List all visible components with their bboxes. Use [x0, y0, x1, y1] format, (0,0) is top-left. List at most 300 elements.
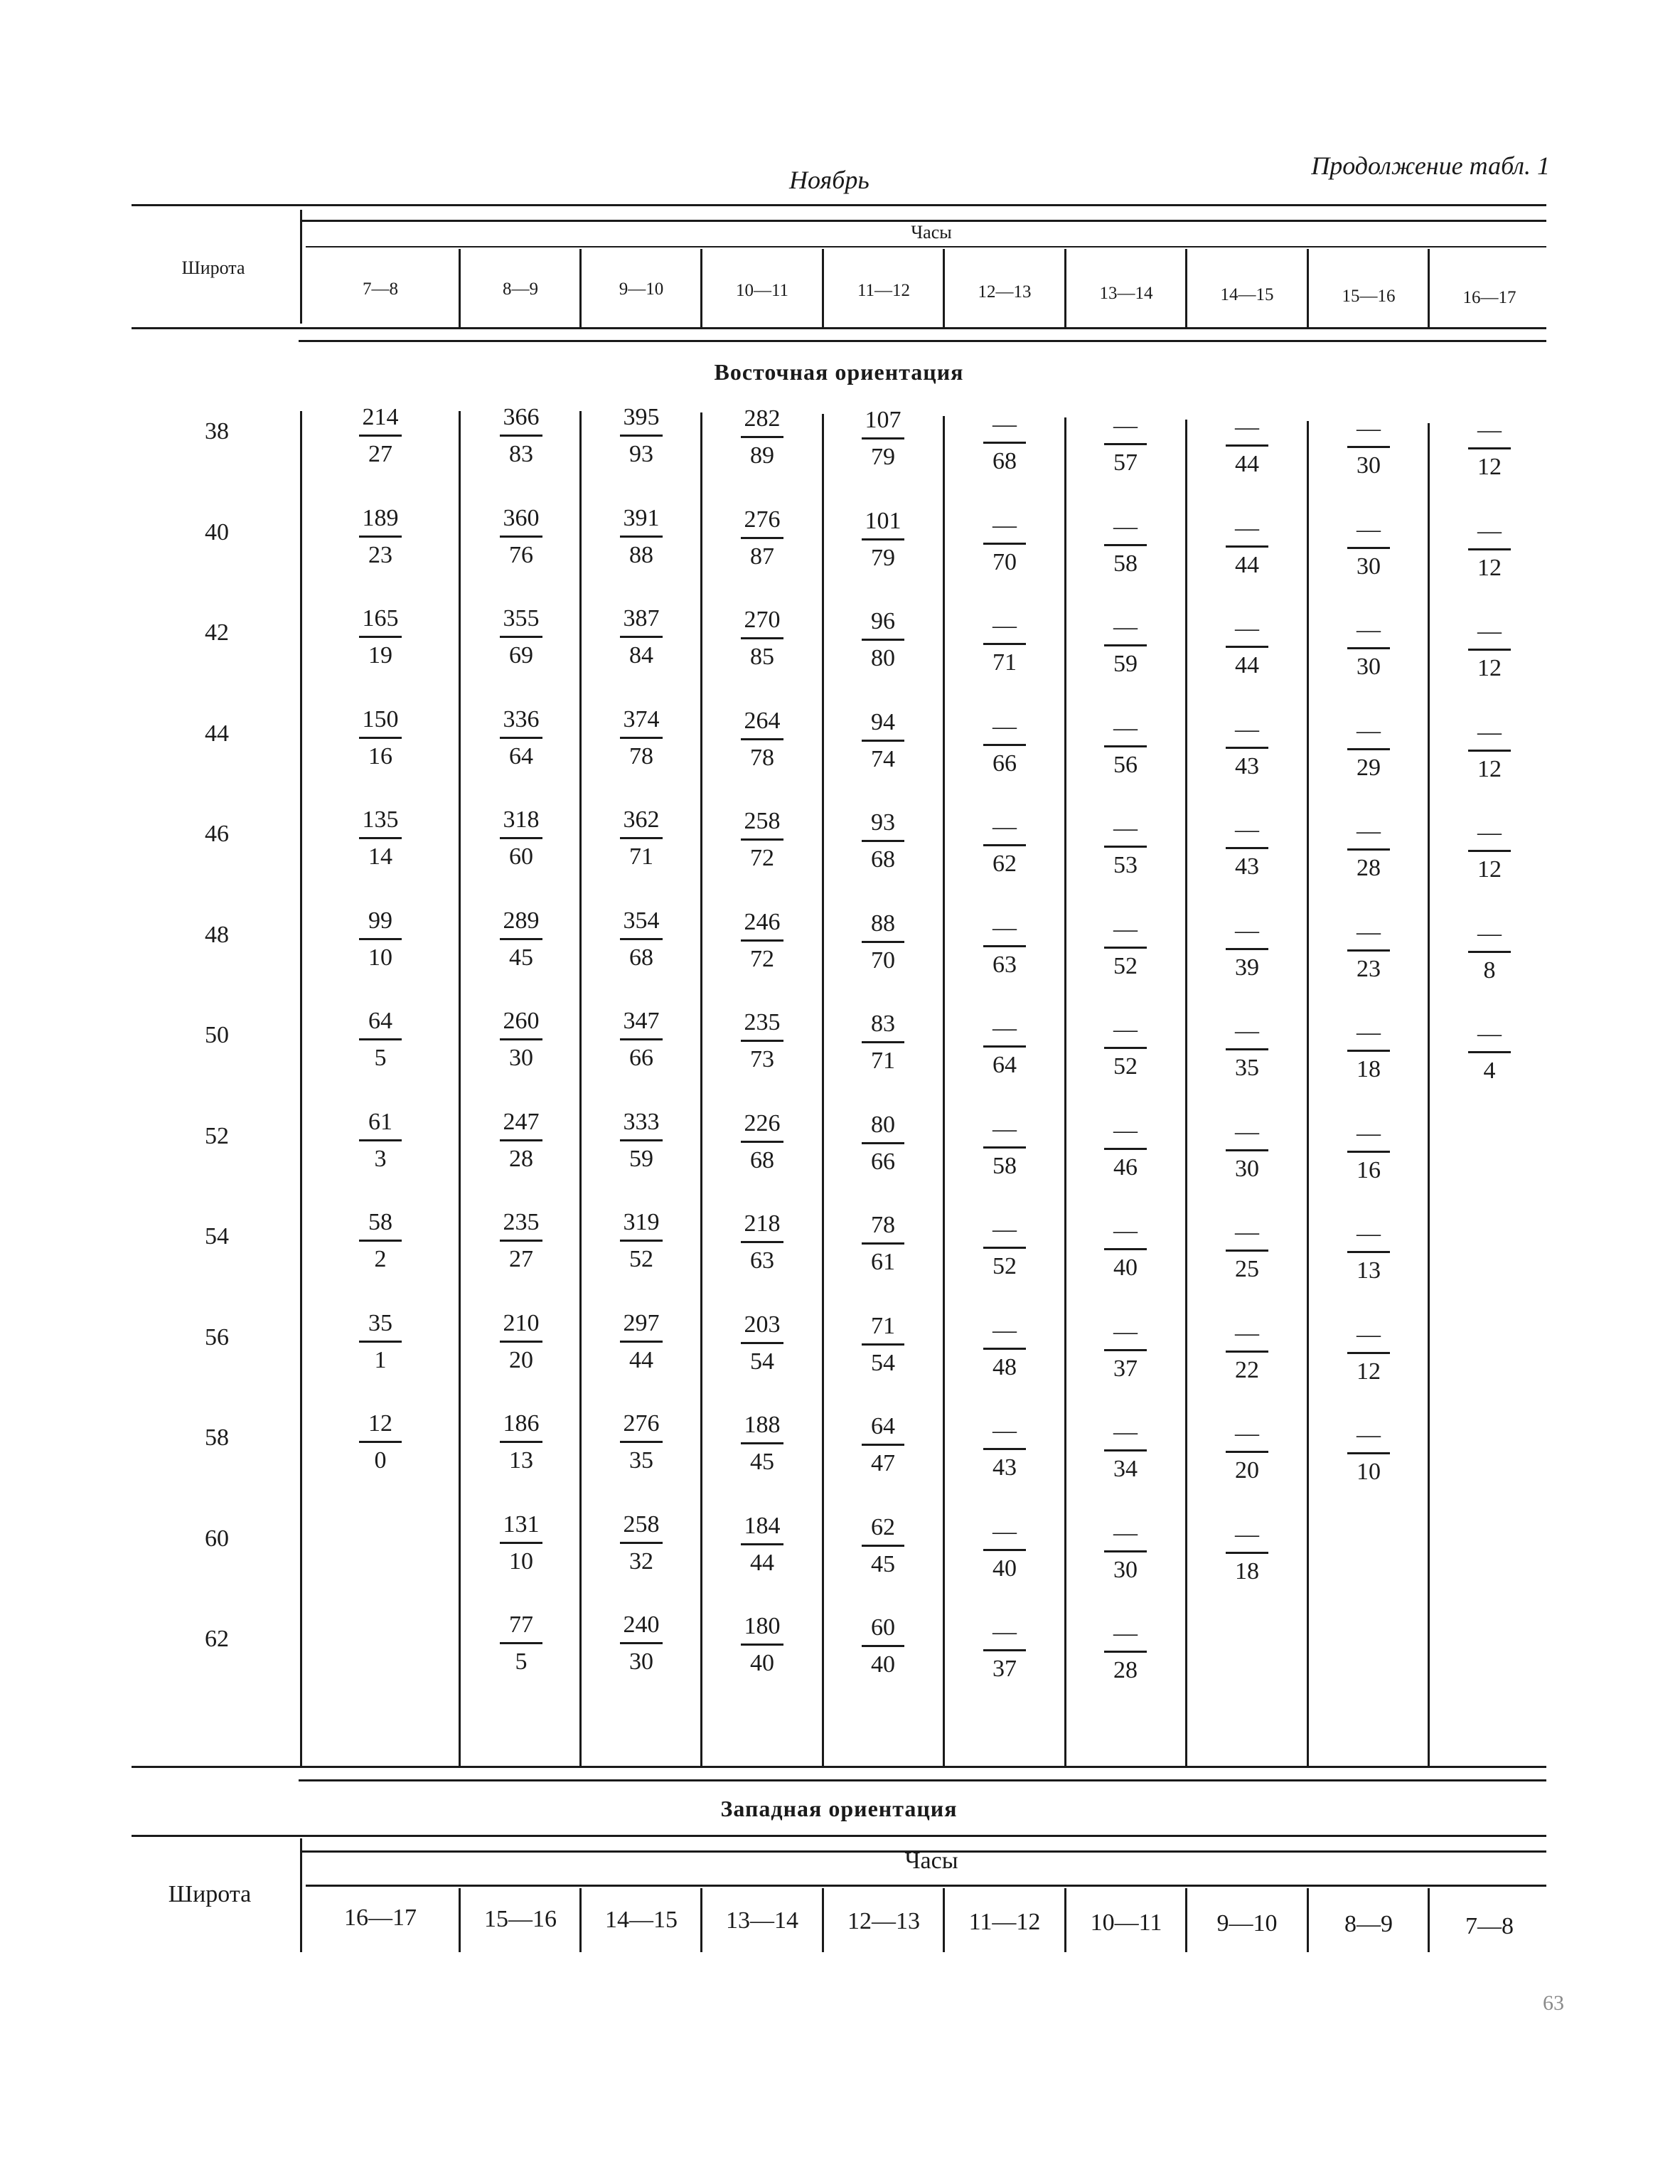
table-cell	[338, 906, 423, 973]
fraction-bar	[983, 1448, 1026, 1450]
cell-numerator: 188	[744, 1412, 781, 1438]
cell-denominator: 30	[509, 1045, 533, 1071]
cell-numerator: 210	[503, 1309, 540, 1336]
east-lat-header: Широта	[181, 257, 245, 278]
cell-numerator: —	[1357, 918, 1381, 945]
west-section-title: Западная ориентация	[720, 1796, 958, 1821]
table-cell	[478, 705, 564, 772]
fraction-bar	[500, 636, 542, 638]
fraction-bar	[1347, 547, 1390, 549]
cell-numerator: 165	[362, 605, 399, 632]
cell-denominator: 78	[750, 744, 774, 771]
cell-numerator: —	[1235, 917, 1259, 944]
fraction-bar	[500, 1240, 542, 1242]
table-cell	[1326, 816, 1411, 883]
table-cell	[478, 1510, 564, 1577]
table-cell	[1326, 1420, 1411, 1487]
cell-numerator: —	[1235, 615, 1259, 641]
fraction-bar	[1104, 846, 1147, 848]
cell-denominator: 23	[1357, 955, 1381, 982]
cell-numerator: —	[1113, 815, 1138, 841]
cell-numerator: —	[1235, 1018, 1259, 1044]
cell-numerator: 80	[871, 1111, 895, 1138]
fraction-bar	[359, 1139, 402, 1141]
table-cell	[840, 1412, 926, 1479]
cell-denominator: 53	[1113, 852, 1138, 878]
cell-numerator: 214	[362, 404, 399, 430]
table-cell	[962, 1617, 1047, 1684]
latitude-label: 46	[205, 821, 229, 847]
cell-numerator: 226	[744, 1109, 781, 1136]
table-cell	[338, 705, 423, 772]
cell-denominator: 43	[1235, 853, 1259, 880]
cell-denominator: 45	[509, 944, 533, 971]
fraction-bar	[862, 538, 904, 540]
table-cell	[1083, 612, 1168, 679]
cell-numerator: 88	[871, 910, 895, 937]
latitude-label: 42	[205, 619, 229, 646]
table-cell	[478, 1610, 564, 1677]
cell-numerator: 360	[503, 504, 540, 531]
cell-numerator: 387	[623, 605, 660, 632]
latitude-label: 60	[205, 1525, 229, 1552]
cell-numerator: —	[1235, 816, 1259, 843]
cell-numerator: —	[993, 1015, 1017, 1041]
cell-denominator: 73	[750, 1046, 774, 1072]
west-hour-3: 13—14	[726, 1907, 798, 1934]
cell-denominator: 68	[629, 944, 653, 971]
fraction-bar	[741, 838, 783, 841]
fraction-bar	[620, 1542, 663, 1544]
fraction-bar	[1468, 649, 1511, 651]
fraction-bar	[620, 1441, 663, 1443]
cell-numerator: 260	[503, 1008, 540, 1034]
cell-denominator: 20	[1235, 1457, 1259, 1483]
cell-numerator: —	[1357, 1422, 1381, 1448]
fraction-bar	[359, 636, 402, 638]
month-title: Ноябрь	[789, 166, 870, 194]
fraction-bar	[1347, 848, 1390, 851]
table-cell	[840, 607, 926, 673]
col-divider	[1307, 421, 1309, 1766]
cell-numerator: —	[1113, 513, 1138, 540]
cell-numerator: 247	[503, 1108, 540, 1135]
cell-numerator: 61	[368, 1108, 392, 1135]
cell-numerator: 240	[623, 1612, 660, 1638]
table-cell	[478, 604, 564, 671]
cell-numerator: —	[993, 612, 1017, 639]
col-divider	[700, 412, 702, 1766]
fraction-bar	[983, 744, 1026, 746]
cell-numerator: 333	[623, 1108, 660, 1135]
cell-denominator: 18	[1235, 1557, 1259, 1584]
fraction-bar	[1226, 948, 1268, 950]
fraction-bar	[620, 1341, 663, 1343]
west-hour-7: 9—10	[1216, 1910, 1278, 1937]
fraction-bar	[983, 643, 1026, 645]
cell-numerator: 58	[368, 1209, 392, 1235]
table-cell	[338, 1208, 423, 1274]
cell-denominator: 58	[1113, 550, 1138, 577]
cell-numerator: 184	[744, 1512, 781, 1539]
table-cell	[599, 1610, 684, 1677]
fraction-bar	[620, 636, 663, 638]
cell-numerator: 96	[871, 608, 895, 634]
cell-numerator: 83	[871, 1011, 895, 1037]
table-cell	[962, 1114, 1047, 1181]
table-cell	[1447, 919, 1532, 986]
cell-numerator: —	[1477, 417, 1502, 443]
fraction-bar	[983, 1045, 1026, 1048]
table-cell	[599, 1006, 684, 1073]
east-hours-header: Часы	[911, 222, 952, 243]
cell-denominator: 69	[509, 642, 533, 668]
table-cell	[719, 505, 805, 572]
fraction-bar	[741, 939, 783, 942]
table-cell	[599, 604, 684, 671]
cell-numerator: —	[1113, 915, 1138, 942]
cell-denominator: 71	[629, 843, 653, 870]
fraction-bar	[500, 938, 542, 940]
cell-numerator: 99	[368, 907, 392, 934]
table-cell	[1326, 716, 1411, 783]
fraction-bar	[1104, 745, 1147, 747]
fraction-bar	[359, 435, 402, 437]
cell-numerator: 354	[623, 907, 660, 934]
fraction-bar	[862, 437, 904, 440]
fraction-bar	[862, 1545, 904, 1547]
fraction-bar	[1104, 544, 1147, 546]
fraction-bar	[1468, 951, 1511, 953]
fraction-bar	[1226, 444, 1268, 447]
cell-numerator: —	[993, 411, 1017, 437]
cell-denominator: 60	[509, 843, 533, 870]
table-cell	[599, 906, 684, 973]
fraction-bar	[862, 1142, 904, 1144]
cell-denominator: 54	[750, 1348, 774, 1375]
cell-denominator: 43	[993, 1454, 1017, 1481]
cell-numerator: 366	[503, 404, 540, 430]
fraction-bar	[359, 837, 402, 839]
cell-numerator: 362	[623, 806, 660, 833]
fraction-bar	[862, 1242, 904, 1245]
table-cell	[599, 403, 684, 469]
table-cell	[1326, 1219, 1411, 1286]
rule	[132, 327, 1546, 329]
fraction-bar	[620, 1642, 663, 1644]
west-hour-2: 14—15	[605, 1907, 678, 1933]
table-cell	[338, 1309, 423, 1375]
cell-denominator: 12	[1477, 554, 1502, 581]
fraction-bar	[500, 1642, 542, 1644]
table-cell	[719, 706, 805, 773]
fraction-bar	[862, 1041, 904, 1043]
cell-denominator: 62	[993, 851, 1017, 877]
cell-denominator: 78	[629, 742, 653, 769]
cell-numerator: 391	[623, 504, 660, 531]
fraction-bar	[359, 938, 402, 940]
cell-denominator: 23	[368, 541, 392, 568]
fraction-bar	[741, 738, 783, 740]
cell-denominator: 64	[509, 742, 533, 769]
table-cell	[1326, 414, 1411, 481]
table-cell	[840, 1009, 926, 1076]
table-cell	[338, 1006, 423, 1073]
east-hour-3: 10—11	[735, 281, 789, 300]
fraction-bar	[983, 1549, 1026, 1551]
fraction-bar	[983, 1348, 1026, 1350]
table-cell	[338, 1409, 423, 1476]
fraction-bar	[1226, 646, 1268, 648]
cell-denominator: 84	[629, 642, 653, 668]
fraction-bar	[1347, 1452, 1390, 1454]
cell-denominator: 71	[871, 1048, 895, 1074]
cell-denominator: 5	[515, 1648, 528, 1675]
east-section-title: Восточная ориентация	[714, 359, 964, 385]
cell-numerator: 35	[368, 1309, 392, 1336]
fraction-bar	[983, 442, 1026, 444]
table-cell	[478, 1409, 564, 1476]
cell-denominator: 30	[1357, 452, 1381, 479]
table-cell	[840, 808, 926, 875]
cell-denominator: 30	[1113, 1556, 1138, 1583]
east-hour-7: 14—15	[1220, 285, 1274, 304]
cell-numerator: 189	[362, 504, 399, 531]
cell-denominator: 39	[1235, 954, 1259, 981]
fraction-bar	[500, 1139, 542, 1141]
cell-numerator: —	[1113, 1318, 1138, 1345]
cell-numerator: 180	[744, 1613, 781, 1639]
cell-denominator: 68	[871, 846, 895, 873]
cell-numerator: 276	[744, 506, 781, 533]
west-hour-4: 12—13	[847, 1908, 920, 1934]
table-cell	[1204, 715, 1290, 782]
table-cell	[1083, 1317, 1168, 1384]
fraction-bar	[862, 740, 904, 742]
fraction-bar	[1226, 1149, 1268, 1151]
table-cell	[719, 1612, 805, 1678]
table-cell	[719, 1310, 805, 1377]
fraction-bar	[500, 737, 542, 739]
table-cell	[962, 1316, 1047, 1383]
fraction-bar	[1347, 748, 1390, 750]
table-cell	[599, 1107, 684, 1174]
cell-numerator: 355	[503, 605, 540, 632]
fraction-bar	[983, 945, 1026, 947]
table-cell	[1326, 1320, 1411, 1387]
cell-numerator: —	[1113, 1117, 1138, 1144]
cell-denominator: 35	[629, 1447, 653, 1474]
cell-numerator: —	[1477, 517, 1502, 544]
cell-numerator: 218	[744, 1210, 781, 1237]
table-cell	[338, 805, 423, 872]
cell-denominator: 10	[368, 944, 392, 971]
fraction-bar	[1347, 1050, 1390, 1052]
cell-numerator: 131	[503, 1511, 540, 1538]
cell-numerator: —	[1357, 617, 1381, 643]
fraction-bar	[620, 1038, 663, 1040]
cell-denominator: 28	[1357, 855, 1381, 881]
fraction-bar	[862, 1645, 904, 1647]
latitude-label: 56	[205, 1323, 229, 1351]
cell-denominator: 12	[1477, 755, 1502, 782]
col-divider	[1064, 417, 1066, 1766]
table-cell	[1447, 617, 1532, 683]
cell-denominator: 13	[509, 1447, 533, 1474]
fraction-bar	[1468, 1051, 1511, 1053]
latitude-label: 54	[205, 1223, 229, 1250]
cell-numerator: 186	[503, 1410, 540, 1437]
table-cell	[599, 1409, 684, 1476]
table-cell	[1083, 512, 1168, 579]
col-divider	[579, 411, 582, 1766]
table-cell	[599, 705, 684, 772]
fraction-bar	[1468, 447, 1511, 449]
table-cell	[840, 909, 926, 976]
cell-denominator: 0	[374, 1447, 387, 1474]
col-divider	[822, 414, 824, 1766]
cell-denominator: 64	[993, 1052, 1017, 1078]
east-hour-0: 7—8	[363, 279, 398, 299]
cell-denominator: 13	[1357, 1257, 1381, 1284]
table-cell	[840, 1513, 926, 1580]
fraction-bar	[741, 1040, 783, 1042]
rule	[306, 1885, 1546, 1887]
table-cell	[1083, 1417, 1168, 1484]
cell-denominator: 57	[1113, 449, 1138, 476]
cell-numerator: 101	[865, 507, 901, 534]
fraction-bar	[741, 1141, 783, 1143]
table-cell	[840, 1210, 926, 1277]
cell-denominator: 71	[993, 649, 1017, 676]
fraction-bar	[1104, 1651, 1147, 1653]
cell-denominator: 5	[374, 1045, 387, 1071]
table-cell	[1083, 1619, 1168, 1685]
table-cell	[478, 1107, 564, 1174]
cell-denominator: 68	[993, 448, 1017, 474]
table-cell	[1204, 412, 1290, 479]
table-cell	[1326, 515, 1411, 582]
table-cell	[1204, 614, 1290, 681]
table-cell	[1326, 917, 1411, 984]
table-cell	[1447, 415, 1532, 482]
cell-numerator: —	[1357, 717, 1381, 744]
cell-denominator: 14	[368, 843, 392, 870]
cell-denominator: 37	[1113, 1355, 1138, 1382]
cell-denominator: 44	[1235, 451, 1259, 477]
cell-denominator: 76	[509, 541, 533, 568]
cell-denominator: 3	[374, 1145, 387, 1172]
cell-denominator: 27	[368, 441, 392, 467]
table-cell	[1083, 1015, 1168, 1082]
table-cell	[338, 604, 423, 671]
fraction-bar	[500, 1038, 542, 1040]
cell-denominator: 30	[1357, 654, 1381, 680]
cell-numerator: 258	[744, 808, 781, 834]
table-cell	[478, 805, 564, 872]
cell-denominator: 70	[871, 947, 895, 974]
cell-numerator: 77	[509, 1612, 533, 1638]
table-cell	[962, 1013, 1047, 1080]
table-cell	[1083, 1216, 1168, 1283]
table-cell	[962, 410, 1047, 476]
fraction-bar	[1104, 1248, 1147, 1250]
cell-denominator: 74	[871, 745, 895, 772]
table-cell	[1447, 818, 1532, 885]
fraction-bar	[1347, 647, 1390, 649]
latitude-label: 40	[205, 518, 229, 545]
table-cell	[719, 605, 805, 672]
cell-denominator: 43	[1235, 752, 1259, 779]
cell-numerator: 347	[623, 1008, 660, 1034]
fraction-bar	[359, 737, 402, 739]
table-cell	[962, 611, 1047, 678]
cell-denominator: 4	[1483, 1058, 1496, 1084]
cell-numerator: 62	[871, 1513, 895, 1540]
cell-denominator: 59	[1113, 651, 1138, 677]
table-cell	[840, 1311, 926, 1378]
rule	[299, 340, 1546, 342]
cell-numerator: 235	[503, 1209, 540, 1235]
cell-numerator: —	[1235, 514, 1259, 541]
fraction-bar	[862, 1343, 904, 1346]
cell-denominator: 40	[871, 1651, 895, 1678]
cell-denominator: 2	[374, 1246, 387, 1272]
cell-numerator: 395	[623, 404, 660, 430]
cell-denominator: 66	[993, 750, 1017, 777]
fraction-bar	[741, 537, 783, 539]
fraction-bar	[359, 536, 402, 538]
cell-numerator: —	[1357, 818, 1381, 844]
cell-denominator: 1	[374, 1346, 387, 1373]
latitude-label: 50	[205, 1022, 229, 1048]
table-cell	[478, 504, 564, 570]
cell-numerator: —	[1113, 1016, 1138, 1043]
fraction-bar	[500, 1341, 542, 1343]
cell-numerator: 71	[871, 1312, 895, 1339]
west-hour-0: 16—17	[344, 1905, 417, 1931]
fraction-bar	[862, 639, 904, 641]
east-hour-9: 16—17	[1462, 288, 1516, 307]
cell-numerator: 297	[623, 1309, 660, 1336]
fraction-bar	[1226, 1451, 1268, 1453]
table-cell	[719, 1109, 805, 1176]
west-hour-9: 7—8	[1465, 1913, 1514, 1939]
fraction-bar	[1104, 947, 1147, 949]
table-cell	[478, 403, 564, 469]
cell-numerator: 78	[871, 1212, 895, 1238]
fraction-bar	[741, 436, 783, 438]
east-hour-4: 11—12	[857, 281, 911, 300]
rule	[306, 246, 1546, 247]
col-divider	[300, 411, 302, 1766]
cell-numerator: —	[993, 1216, 1017, 1242]
table-cell	[719, 1209, 805, 1276]
col-divider	[1428, 423, 1430, 1766]
east-hour-1: 8—9	[503, 279, 538, 299]
latitude-label: 38	[205, 418, 229, 444]
fraction-bar	[1226, 1048, 1268, 1050]
cell-denominator: 30	[629, 1648, 653, 1675]
cell-numerator: —	[1113, 1218, 1138, 1244]
fraction-bar	[1226, 1351, 1268, 1353]
cell-denominator: 12	[1477, 655, 1502, 681]
table-cell	[338, 1107, 423, 1174]
cell-denominator: 63	[750, 1247, 774, 1274]
cell-numerator: 319	[623, 1209, 660, 1235]
fraction-bar	[500, 536, 542, 538]
cell-denominator: 40	[1113, 1255, 1138, 1281]
